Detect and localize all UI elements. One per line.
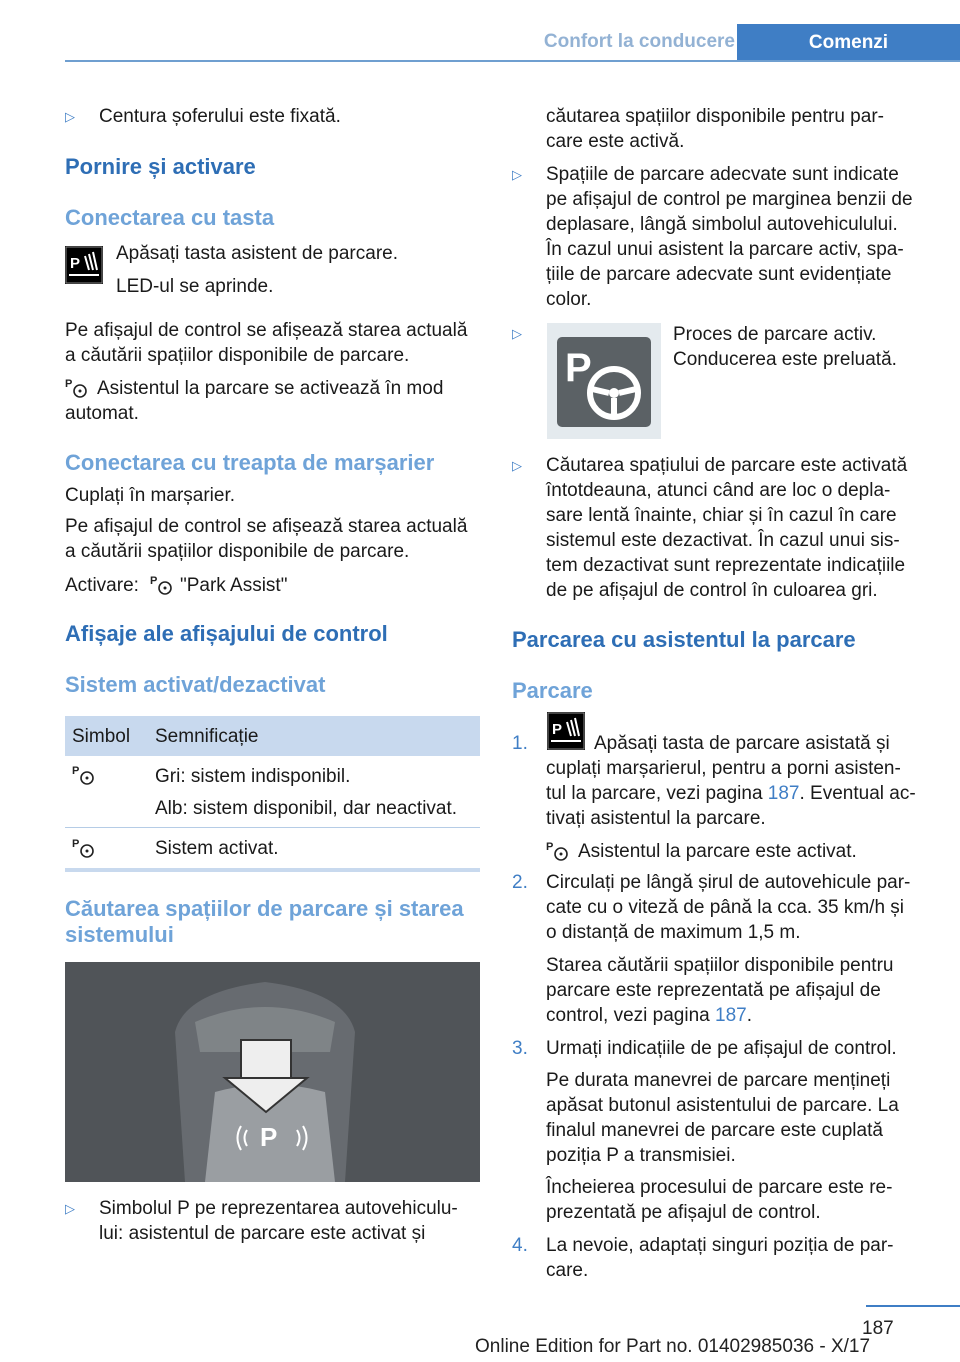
subsection-heading: Parcare [512, 678, 593, 703]
svg-text:P: P [72, 838, 80, 850]
edition-text: Online Edition for Part no. 01402985036 - X/17 [475, 1336, 871, 1357]
subsection-heading: Conectarea cu treapta de marșarier [65, 450, 435, 475]
svg-text:P: P [72, 765, 80, 777]
body-text: a căutării spațiilor disponibile de parcare. [65, 541, 410, 562]
table-header-cell: Simbol [72, 726, 131, 747]
parking-display-image [65, 962, 480, 1182]
table-divider [65, 827, 480, 828]
page-number: 187 [862, 1318, 894, 1339]
step-text: Circulați pe lângă șirul de autovehicule par‐ [546, 872, 911, 893]
step-number: 4. [512, 1235, 528, 1256]
step-text: care. [546, 1260, 589, 1281]
bullet-text: care este activă. [546, 131, 685, 152]
table-cell: Alb: sistem disponibil, dar neactivat. [155, 798, 458, 819]
bullet-text: Simbolul P pe reprezentarea autovehiculu‐ [99, 1198, 458, 1219]
bullet-text: Proces de parcare activ. [673, 324, 877, 345]
instruction-text: LED-ul se aprinde. [116, 276, 274, 297]
page-link[interactable]: 187 [715, 1005, 747, 1026]
body-text: Pe afișajul de control se afișează starea actuală [65, 516, 468, 537]
section-heading: Afișaje ale afișajului de control [65, 621, 388, 646]
page-link[interactable]: 187 [767, 783, 800, 804]
svg-text:P: P [546, 841, 554, 853]
park-assist-symbol-icon [150, 574, 176, 596]
bullet-text: Centura șoferului este fixată. [99, 106, 341, 127]
table-bottom-border [65, 868, 480, 872]
bullet-text: sare lentă înainte, chiar și în cazul în care [546, 505, 897, 526]
table-header-cell: Semnificație [155, 726, 259, 747]
body-text: "Park Assist" [180, 575, 288, 596]
park-assist-button-icon [547, 712, 585, 750]
step-text: control, vezi pagina 187. [546, 1005, 752, 1026]
bullet-text: pe afișajul de control pe marginea benzii de [546, 189, 913, 210]
svg-text:P: P [65, 378, 73, 390]
park-assist-symbol-icon [72, 764, 98, 786]
bullet-text: color. [546, 289, 592, 310]
bullet-text: sistemul este dezactivat. În cazul unui sis‐ [546, 530, 900, 551]
bullet-triangle-icon: ▷ [65, 109, 75, 124]
bullet-text: Spațiile de parcare adecvate sunt indicate [546, 164, 899, 185]
bullet-text: țiile de parcare adecvate sunt evidențiate [546, 264, 892, 285]
bullet-text: Conducerea este preluată. [673, 349, 897, 370]
step-text: cate cu o viteză de până la cca. 35 km/h și [546, 897, 905, 918]
subsection-heading: Sistem activat/dezactivat [65, 672, 326, 697]
bullet-triangle-icon: ▷ [65, 1201, 75, 1216]
section-heading: Parcarea cu asistentul la parcare [512, 627, 856, 652]
step-text: Starea căutării spațiilor disponibile pentru [546, 955, 894, 976]
body-text: Asistentul la parcare se activează în mod [97, 378, 444, 399]
step-text: apăsat butonul asistentului de parcare. La [546, 1095, 899, 1116]
bullet-triangle-icon: ▷ [512, 458, 522, 473]
car-p-label: P [260, 1122, 278, 1152]
step-number: 1. [512, 733, 528, 754]
body-text: Activare: [65, 575, 139, 596]
instruction-text: Apăsați tasta asistent de parcare. [116, 243, 398, 264]
bullet-text: de pe afișajul de control în culoarea gri. [546, 580, 878, 601]
svg-text:P: P [565, 346, 592, 390]
bullet-text: deplasare, lângă simbolul autovehiculului. [546, 214, 898, 235]
svg-text:P: P [70, 255, 81, 272]
header-section-label: Confort la conducere [543, 31, 735, 52]
svg-text:P: P [552, 721, 563, 738]
step-text: parcare este reprezentată pe afișajul de [546, 980, 881, 1001]
step-text: prezentată pe afișajul de control. [546, 1202, 821, 1223]
subsection-heading: sistemului [65, 922, 174, 947]
park-assist-active-icon [546, 840, 572, 862]
section-heading: Pornire și activare [65, 154, 256, 179]
step-text: La nevoie, adaptați singuri poziția de par‐ [546, 1235, 894, 1256]
table-cell: Gri: sistem indisponibil. [155, 766, 351, 787]
park-assist-button-icon [65, 246, 103, 284]
step-text: Pe durata manevrei de parcare mențineți [546, 1070, 891, 1091]
subsection-heading: Căutarea spațiilor de parcare și starea [65, 896, 464, 921]
bullet-text: Căutarea spațiului de parcare este activată [546, 455, 908, 476]
step-text: tivați asistentul la parcare. [546, 808, 766, 829]
parking-process-active-icon [547, 323, 661, 439]
step-text: o distanță de maximum 1,5 m. [546, 922, 801, 943]
park-assist-active-icon [72, 837, 98, 859]
header-chapter-tab: Comenzi [737, 24, 960, 62]
subsection-heading: Conectarea cu tasta [65, 205, 275, 230]
bullet-triangle-icon: ▷ [512, 326, 522, 341]
bullet-text: lui: asistentul de parcare este activat și [99, 1223, 426, 1244]
park-assist-symbol-icon [65, 377, 91, 399]
body-text: a căutării spațiilor disponibile de parcare. [65, 345, 410, 366]
step-text: Asistentul la parcare este activat. [578, 841, 857, 862]
step-number: 2. [512, 872, 528, 893]
step-text: tul la parcare, vezi pagina 187. Eventual ac‐ [546, 783, 916, 804]
body-text: Pe afișajul de control se afișează starea actuală [65, 320, 468, 341]
bullet-text: întotdeauna, atunci când are loc o depla‐ [546, 480, 891, 501]
step-text: Încheierea procesului de parcare este re‐ [546, 1177, 893, 1198]
step-text: finalul manevrei de parcare este cuplată [546, 1120, 883, 1141]
bullet-text: tem dezactivat sunt reprezentate indicațiile [546, 555, 906, 576]
step-number: 3. [512, 1038, 528, 1059]
header-rule [65, 60, 960, 62]
step-text: poziția P a transmisiei. [546, 1145, 736, 1166]
step-text: Apăsați tasta de parcare asistată și [594, 733, 890, 754]
body-text: Cuplați în marșarier. [65, 485, 236, 506]
bullet-text: În cazul unui asistent la parcare activ, spa‐ [546, 239, 904, 260]
footer-rule [866, 1305, 960, 1307]
step-text: cuplați marșarierul, pentru a porni asisten‐ [546, 758, 901, 779]
bullet-triangle-icon: ▷ [512, 167, 522, 182]
step-text: Urmați indicațiile de pe afișajul de control. [546, 1038, 897, 1059]
svg-text:P: P [150, 575, 158, 587]
table-cell: Sistem activat. [155, 838, 279, 859]
body-text: automat. [65, 403, 139, 424]
bullet-text: căutarea spațiilor disponibile pentru par‐ [546, 106, 884, 127]
